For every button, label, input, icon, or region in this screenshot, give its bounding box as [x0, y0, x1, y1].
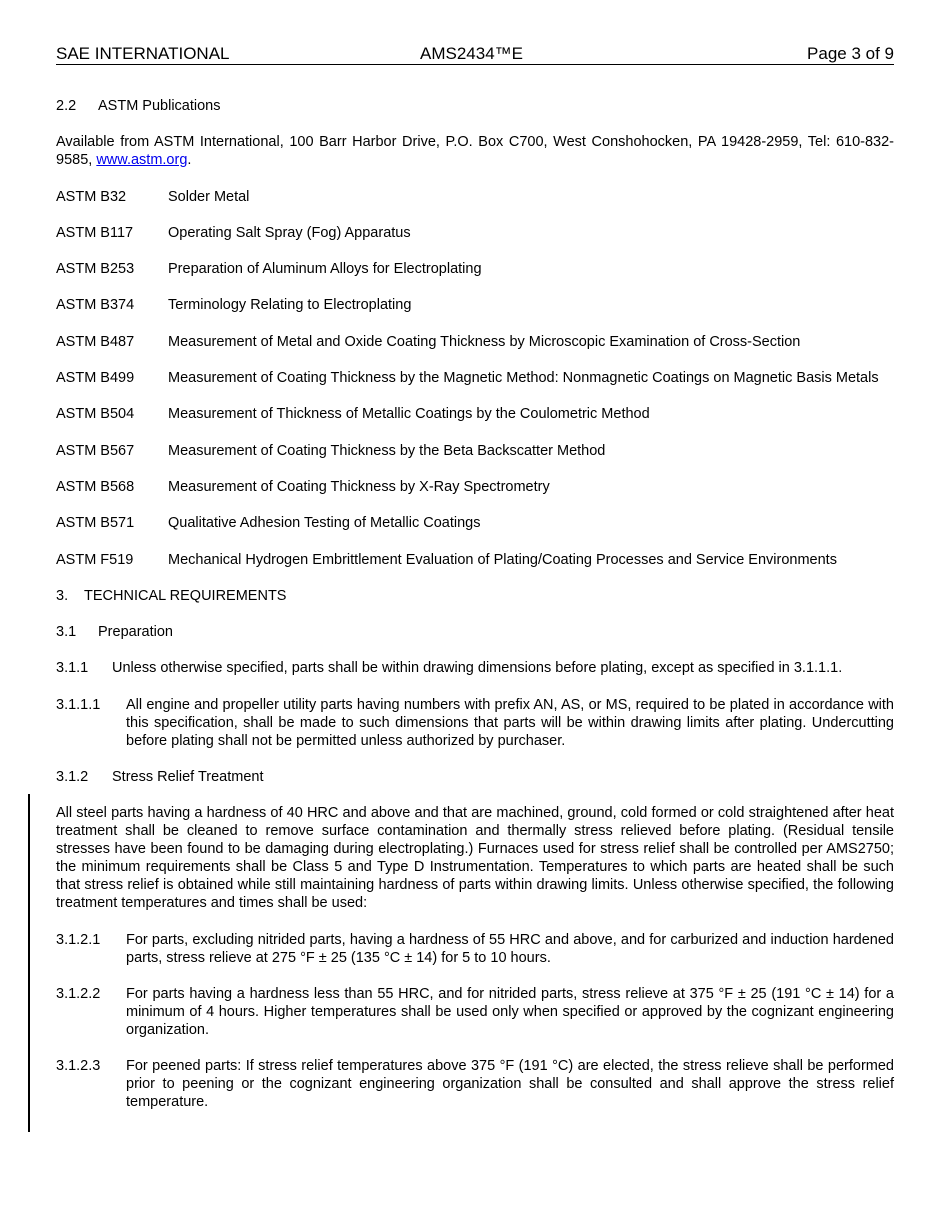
reference-title: Preparation of Aluminum Alloys for Electroplating	[168, 261, 482, 278]
section-number: 3.1.2	[56, 769, 89, 786]
section-heading-3-1-2	[56, 768, 894, 786]
reference-code: ASTM F519	[56, 551, 134, 568]
section-title: TECHNICAL REQUIREMENTS	[84, 587, 287, 604]
section-title: Preparation	[98, 624, 173, 641]
paragraph-3-1-2-2	[56, 985, 894, 1039]
stress-relief-paragraph: All steel parts having a hardness of 40 HRC and above and that are machined, ground, cold formed or cold straightened after heat treatment shall be cleaned to remove surface contamination and thermally stress relieved before plating. (Residual tensile stresses have been found to be damaging during electroplating.) Furnaces used for stress relief shall be controlled per AMS2750; the minimum requirements shall be Class 5 and Type D Instrumentation. Temperatures to which parts are heated shall be such that stress relief is obtained while still maintaining hardness of parts within drawing limits. Unless otherwise specified, the following treatment temperatures and times shall be used:	[56, 805, 894, 912]
document-body	[56, 97, 894, 1130]
reference-item	[56, 296, 894, 314]
reference-title: Terminology Relating to Electroplating	[168, 297, 412, 314]
header-page-number: Page 3 of 9	[807, 44, 894, 63]
paragraph-text: All engine and propeller utility parts having numbers with prefix AN, AS, or MS, required to be plated in accordance with this specification, shall be made to such dimensions that parts will be within drawing limits after plating. Undercutting before plating shall not be permitted unless authorized by purchaser.	[126, 696, 894, 749]
reference-title: Measurement of Coating Thickness by the Beta Backscatter Method	[168, 442, 606, 459]
reference-code: ASTM B499	[56, 370, 135, 387]
reference-title: Solder Metal	[168, 188, 250, 205]
paragraph-3-1-1-1	[56, 696, 894, 750]
reference-code: ASTM B32	[56, 188, 127, 205]
reference-title: Measurement of Coating Thickness by X-Ray Spectrometry	[168, 478, 550, 495]
reference-code: ASTM B487	[56, 333, 135, 350]
paragraph-3-1-2-3	[56, 1057, 894, 1111]
revision-change-bar	[28, 794, 30, 1132]
reference-item	[56, 188, 894, 206]
reference-item	[56, 224, 894, 242]
paragraph-3-1-2-1	[56, 931, 894, 967]
section-heading-3	[56, 587, 894, 605]
paragraph-text: For peened parts: If stress relief temperatures above 375 °F (191 °C) are elected, the stress relieve shall be performed prior to peening or the cognizant engineering organization shall be consulted and shall approve the stress relief temperature.	[126, 1058, 894, 1111]
reference-item	[56, 514, 894, 532]
reference-code: ASTM B117	[56, 224, 134, 241]
reference-title: Measurement of Thickness of Metallic Coatings by the Coulometric Method	[168, 406, 650, 423]
reference-code: ASTM B571	[56, 515, 135, 532]
astm-website-link[interactable]: www.astm.org	[96, 152, 188, 169]
reference-title: Operating Salt Spray (Fog) Apparatus	[168, 224, 411, 241]
paragraph-3-1-1	[56, 659, 894, 677]
paragraph-text: Unless otherwise specified, parts shall be within drawing dimensions before plating, except as specified in 3.1.1.1.	[112, 660, 843, 677]
reference-code: ASTM B374	[56, 297, 135, 314]
paragraph-number: 3.1.2.2	[56, 985, 101, 1002]
reference-title: Mechanical Hydrogen Embrittlement Evaluation of Plating/Coating Processes and Service Environments	[168, 551, 837, 568]
reference-item	[56, 478, 894, 496]
reference-code: ASTM B568	[56, 478, 135, 495]
header-document-number: AMS2434™E	[420, 44, 523, 63]
reference-code: ASTM B567	[56, 442, 135, 459]
paragraph-text: For parts having a hardness less than 55 HRC, and for nitrided parts, stress relieve at 375 °F ± 25 (191 °C ± 14) for a minimum of 4 hours. Higher temperatures shall be used only when specified or approved by the cognizant engineering organization.	[126, 985, 894, 1038]
reference-item	[56, 260, 894, 278]
availability-tail: .	[187, 152, 192, 169]
reference-list	[56, 188, 894, 569]
section-title: Stress Relief Treatment	[112, 769, 264, 786]
reference-item	[56, 442, 894, 460]
paragraph-number: 3.1.2.1	[56, 931, 101, 948]
paragraph-text: For parts, excluding nitrided parts, having a hardness of 55 HRC and above, and for carburized and induction hardened parts, stress relieve at 275 °F ± 25 (135 °C ± 14) for 5 to 10 hours.	[126, 931, 894, 966]
section-number: 2.2	[56, 98, 77, 114]
section-heading-2-2	[56, 97, 894, 115]
availability-paragraph	[56, 133, 894, 169]
paragraph-number: 3.1.1.1	[56, 696, 101, 713]
section-number: 3.	[56, 587, 69, 604]
reference-title: Measurement of Coating Thickness by the Magnetic Method: Nonmagnetic Coatings on Magnetic Basis Metals	[168, 370, 879, 387]
reference-code: ASTM B253	[56, 261, 135, 278]
reference-item	[56, 405, 894, 423]
paragraph-number: 3.1.2.3	[56, 1058, 101, 1075]
section-title: ASTM Publications	[98, 98, 221, 114]
reference-item	[56, 369, 894, 387]
reference-item	[56, 333, 894, 351]
reference-code: ASTM B504	[56, 406, 135, 423]
reference-item	[56, 551, 894, 569]
header-organization: SAE INTERNATIONAL	[56, 44, 230, 63]
paragraph-number: 3.1.1	[56, 660, 89, 677]
section-heading-3-1	[56, 623, 894, 641]
availability-text: Available from ASTM International, 100 Barr Harbor Drive, P.O. Box C700, West Conshohocken, PA 19428-2959, Tel: 610-832-9585,	[56, 134, 894, 169]
page-header	[56, 44, 894, 65]
section-number: 3.1	[56, 624, 77, 641]
reference-title: Measurement of Metal and Oxide Coating Thickness by Microscopic Examination of Cross-Section	[168, 333, 801, 350]
reference-title: Qualitative Adhesion Testing of Metallic Coatings	[168, 515, 481, 532]
